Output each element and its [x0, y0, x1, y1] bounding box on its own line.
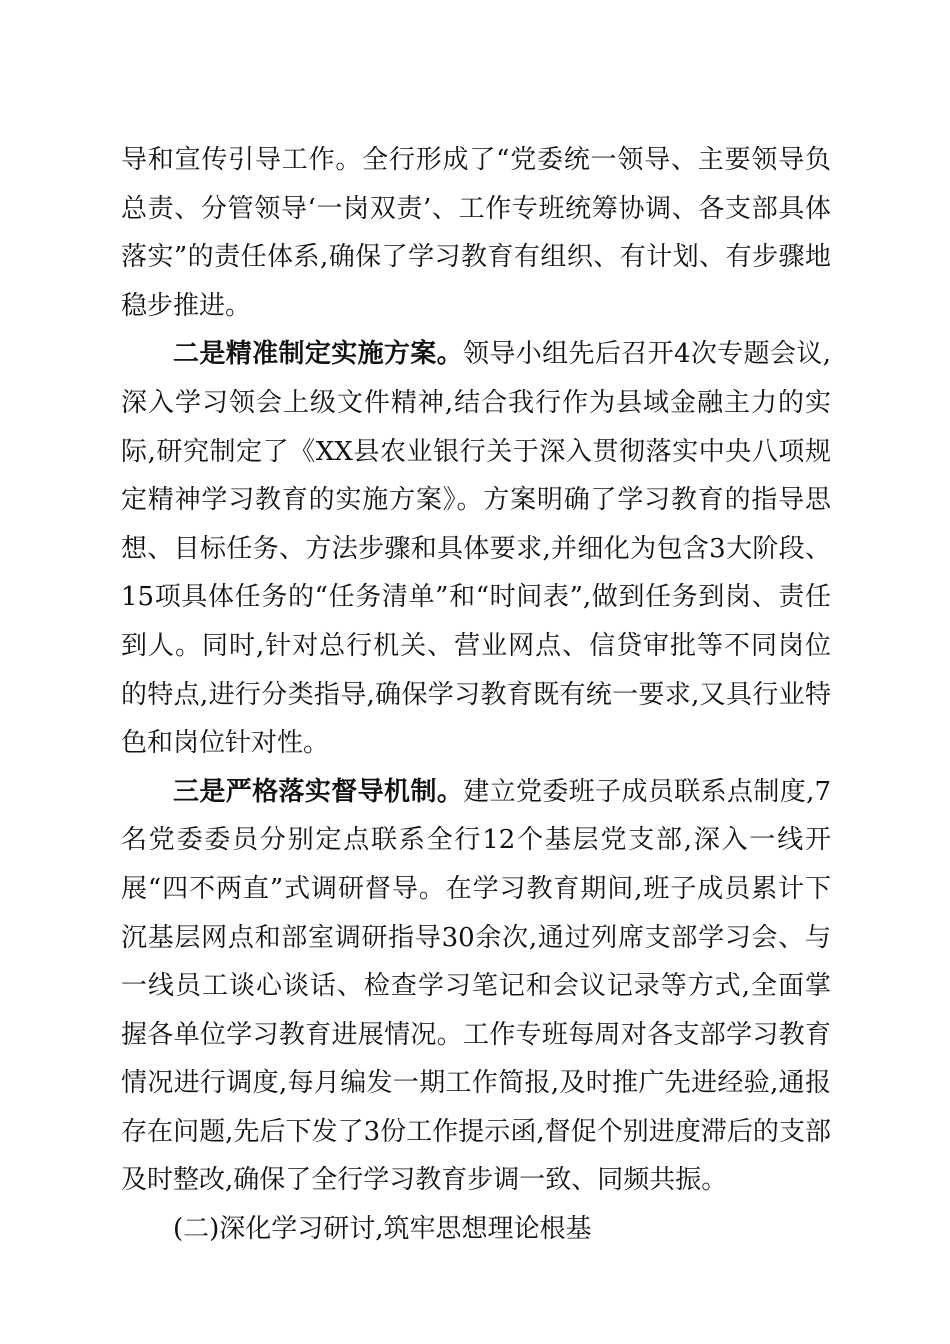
paragraph-lead: 二是精准制定实施方案。 — [173, 339, 464, 370]
paragraph-lead: 三是严格落实督导机制。 — [173, 776, 464, 807]
section-heading: (二)深化学习研讨,筑牢思想理论根基 — [173, 1214, 592, 1245]
paragraph-text: 建立党委班子成员联系点制度,7名党委委员分别定点联系全行12个基层党支部,深入一线开展“四不两直”式调研督导。在学习教育期间,班子成员累计下沉基层网点和部室调研指导30余次,通过列席支部学习会、与一线员工谈心谈话、检查学习笔记和会议记录等方式,全面掌握各单位学习教育进展情况。工作专班每周对各支部学习教育情况进行调度,每月编发一期工作简报,及时推广先进经验,通报存在问题,先后下发了3份工作提示函,督促个别进度滞后的支部及时整改,确保了全行学习教育步调一致、同频共振。 — [121, 776, 831, 1196]
paragraph-text: 领导小组先后召开4次专题会议,深入学习领会上级文件精神,结合我行作为县域金融主力的实际,研究制定了《XX县农业银行关于深入贯彻落实中央八项规定精神学习教育的实施方案》。方案明确了学习教育的指导思想、目标任务、方法步骤和具体要求,并细化为包含3大阶段、15项具体任务的“任务清单”和“时间表”,做到任务到岗、责任到人。同时,针对总行机关、营业网点、信贷审批等不同岗位的特点,进行分类指导,确保学习教育既有统一要求,又具行业特色和岗位针对性。 — [121, 339, 831, 759]
document-page — [121, 136, 831, 1254]
paragraph-text: 导和宣传引导工作。全行形成了“党委统一领导、主要领导负总责、分管领导‘一岗双责’、工作专班统筹协调、各支部具体落实”的责任体系,确保了学习教育有组织、有计划、有步骤地稳步推进。 — [121, 145, 831, 321]
paragraph-implementation-plan — [121, 330, 831, 767]
paragraph-continued — [121, 136, 831, 330]
paragraph-supervision-mechanism — [121, 768, 831, 1205]
